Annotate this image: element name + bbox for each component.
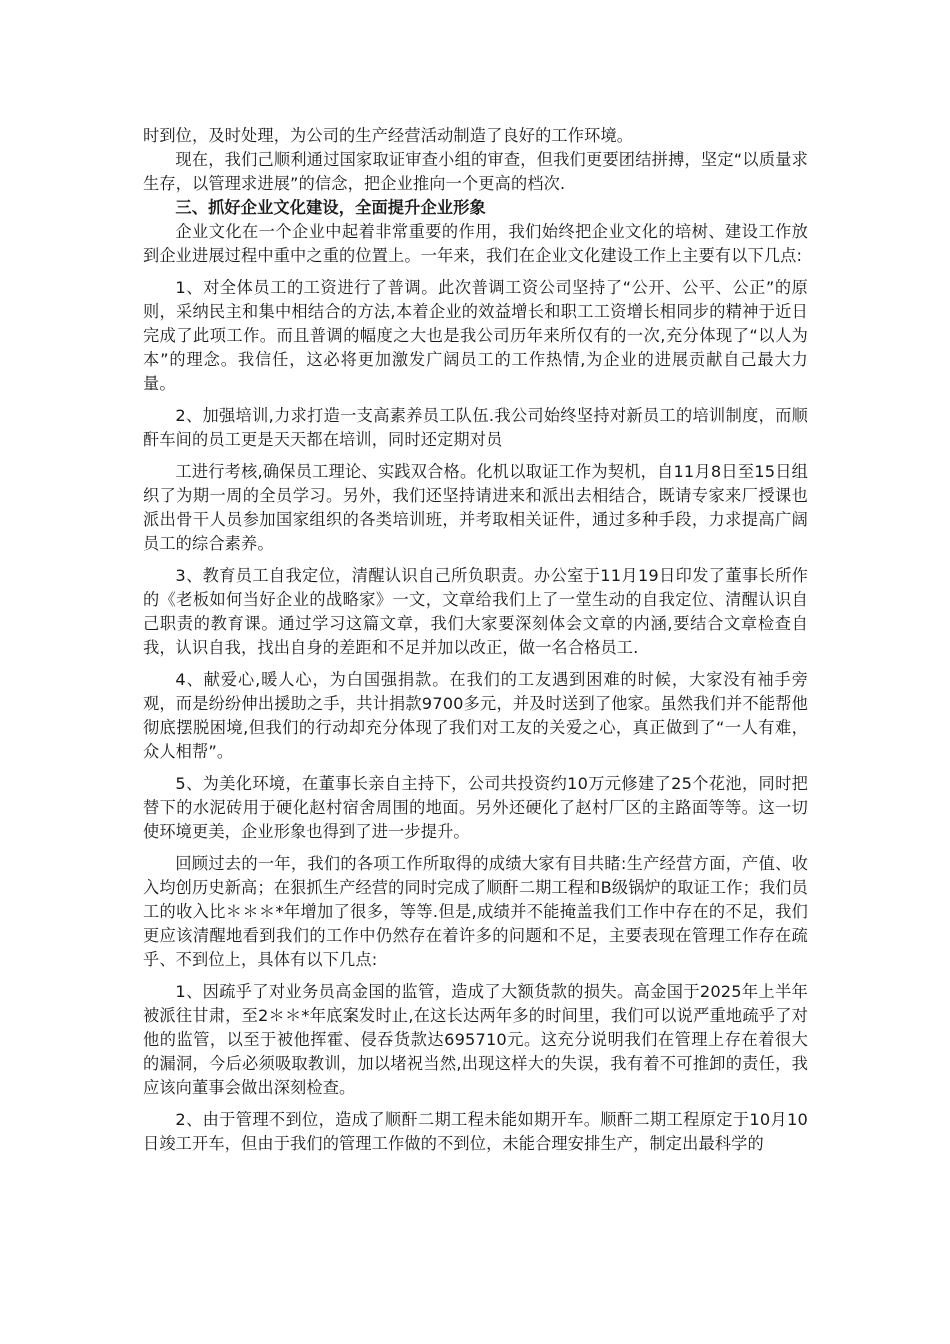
- paragraph-item-donation: 4、献爱心,暖人心，为白国强捐款。在我们的工友遇到困难的时候，大家没有袖手旁观，而是纷纷伸出援助之手，共计捐款9700多元，并及时送到了他家。虽然我们并不能帮他彻底摆脱困境,但我们的行动却充分体现了我们对工友的关爱之心，真正做到了“一人有难，众人相帮”。: [143, 670, 808, 761]
- paragraph-problem-1: 1、因疏乎了对业务员高金国的监管，造成了大额货款的损失。高金国于2025年上半年被派往甘肃，至2＊＊*年底案发时止,在这长达两年多的时间里，我们可以说严重地疏乎了对他的监管，以至于被他挥霍、侵吞货款达695710元。这充分说明我们在管理上存在着很大的漏洞，今后必须吸取教训，加以堵祝当然,出现这样大的失误，我有着不可推卸的责任，我应该向董事会做出深刻检查。: [143, 982, 808, 1097]
- paragraph-item-training: 2、加强培训,力求打造一支高素养员工队伍.我公司始终坚持对新员工的培训制度，而顺酐车间的员工更是天天都在培训，同时还定期对员: [143, 406, 808, 449]
- paragraph-certification: 现在，我们己顺利通过国家取证审查小组的审查，但我们更要团结拼搏，坚定“以质量求生存，以管理求进展”的信念，把企业推向一个更高的档次.: [143, 150, 808, 193]
- paragraph-item-salary: 1、对全体员工的工资进行了普调。此次普调工资公司坚持了“公开、公平、公正”的原则，采纳民主和集中相结合的方法,本着企业的效益增长和职工工资增长相同步的精神于近日完成了此项工作。而且普调的幅度之大也是我公司历年来所仅有的一次,充分体现了“以人为本”的理念。我信任，这必将更加激发广阔员工的工作热情,为企业的进展贡献自己最大力量。: [143, 278, 808, 393]
- paragraph-continuation: 时到位，及时处理，为公司的生产经营活动制造了良好的工作环境。: [143, 126, 634, 145]
- section-heading-culture: 三、抓好企业文化建设，全面提升企业形象: [175, 198, 486, 217]
- paragraph-culture-intro: 企业文化在一个企业中起着非常重要的作用，我们始终把企业文化的培树、建设工作放到企业进展过程中重中之重的位置上。一年来，我们在企业文化建设工作上主要有以下几点:: [143, 222, 808, 265]
- paragraph-item-training-cont: 工进行考核,确保员工理论、实践双合格。化机以取证工作为契机，自11月8日至15日组织了为期一周的全员学习。另外，我们还坚持请进来和派出去相结合，既请专家来厂授课也派出骨干人员参加国家组织的各类培训班，并考取相关证件，通过多种手段，力求提高广阔员工的综合素养。: [143, 462, 808, 553]
- paragraph-review: 回顾过去的一年，我们的各项工作所取得的成绩大家有目共睹:生产经营方面，产值、收入均创历史新高；在狠抓生产经营的同时完成了顺酐二期工程和B级锅炉的取证工作；我们员工的收入比＊＊＊*年增加了很多，等等.但是,成绩并不能掩盖我们工作中存在的不足，我们更应该清醒地看到我们的工作中仍然存在着许多的问题和不足，主要表现在管理工作存在疏乎、不到位上，具体有以下几点:: [143, 854, 808, 969]
- paragraph-problem-2: 2、由于管理不到位，造成了顺酐二期工程未能如期开车。顺酐二期工程原定于10月10日竣工开车，但由于我们的管理工作做的不到位，未能合理安排生产，制定出最科学的: [143, 1110, 808, 1153]
- paragraph-item-environment: 5、为美化环境，在董事长亲自主持下，公司共投资约10万元修建了25个花池，同时把替下的水泥砖用于硬化赵村宿舍周围的地面。另外还硬化了赵村厂区的主路面等等。这一切使环境更美，企业形象也得到了进一步提升。: [143, 774, 808, 841]
- paragraph-item-self-positioning: 3、教育员工自我定位，清醒认识自己所负职责。办公室于11月19日印发了董事长所作的《老板如何当好企业的战略家》一文，文章给我们上了一堂生动的自我定位、清醒认识自己职责的教育课。通过学习这篇文章，我们大家要深刻体会文章的内涵,要结合文章检查自我，认识自我，找出自身的差距和不足并加以改正，做一名合格员工.: [143, 566, 808, 657]
